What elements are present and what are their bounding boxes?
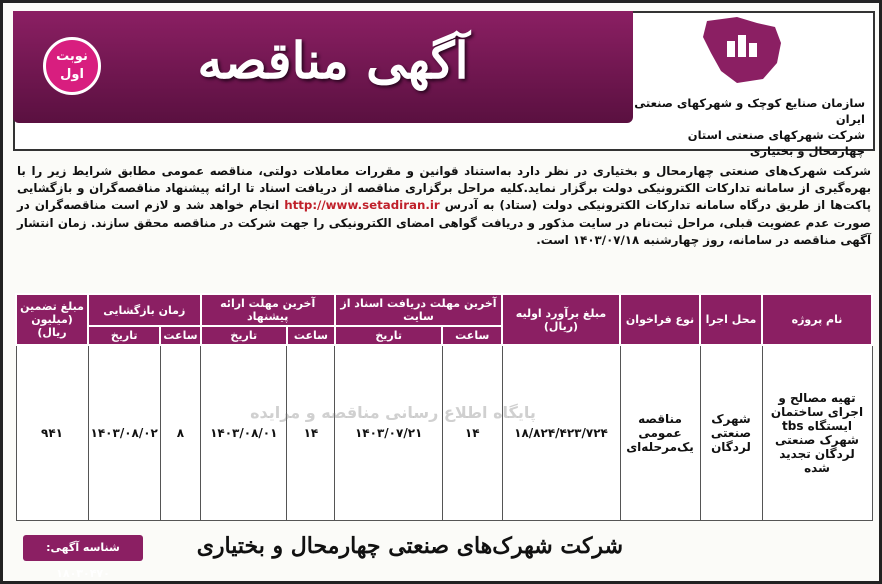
intro-text-1: شرکت شهرک‌های صنعتی چهارمحال و بختیاری در نظر دارد به‌استناد قوانین و مقررات معاملات دولتی، مناقصه عمومی مطابق شرایط زیر را با بهره‌گیری از سامانه تدارکات الکترونیکی دولت برگزار نماید.کلیه مراحل برگزاری مناقصه از دریافت اسناد تا ارائه پیشنهاد مناقصه‌گران و بازگشایی پاکت‌ها از طریق درگاه سامانه تدارکات الکترونیکی دولت (ستاد) به آدرس — [17, 164, 872, 213]
cell-call-type: مناقصه عمومی یک‌مرحله‌ای — [620, 345, 700, 521]
watermark-text: پایگاه اطلاع رسانی مناقصه و مزایده — [250, 403, 536, 422]
header-project-name: نام پروژه — [762, 294, 872, 345]
header-open-date: تاریخ — [88, 326, 160, 345]
intro-text-2: انجام خواهد شد و لازم است مناقصه‌گران در صورت عدم عضویت قبلی، مراحل ثبت‌نام در سایت مذکور و دریافت گواهی امضای الکترونیکی را جهت شرکت در مناقصه محقق سازند. زمان انتشار آگهی مناقصه در سامانه، روز چهارشنبه ۱۴۰۳/۰۷/۱۸ است. — [17, 198, 871, 247]
header-submit-deadline: آخرین مهلت ارائه پیشنهاد — [201, 294, 335, 326]
iran-map-logo-icon — [697, 13, 787, 87]
organization-names — [605, 95, 865, 159]
cell-docs-hour: ۱۴ — [442, 345, 502, 521]
table-row — [16, 345, 872, 521]
setad-link[interactable]: http://www.setadiran.ir — [284, 198, 440, 213]
header-docs-date: تاریخ — [335, 326, 443, 345]
header-submit-hour: ساعت — [287, 326, 335, 345]
org-line-1: سازمان صنایع کوچک و شهرکهای صنعتی ایران — [634, 96, 865, 126]
cell-estimate: ۱۸/۸۲۴/۴۲۳/۷۲۴ — [502, 345, 620, 521]
org-line-3: چهارمحال و بختیاری — [749, 144, 865, 158]
cell-location: شهرک صنعتی لردگان — [700, 345, 762, 521]
footer-company-name: شرکت شهرک‌های صنعتی چهارمحال و بختیاری — [196, 533, 623, 559]
org-line-2: شرکت شهرکهای صنعتی استان — [687, 128, 865, 142]
cell-docs-date: ۱۴۰۳/۰۷/۲۱ — [335, 345, 443, 521]
cell-open-hour: ۸ — [160, 345, 200, 521]
header-open-hour: ساعت — [160, 326, 200, 345]
cell-submit-date: ۱۴۰۳/۰۸/۰۱ — [201, 345, 287, 521]
ad-title: آگهی مناقصه — [197, 31, 469, 90]
cell-submit-hour: ۱۴ — [287, 345, 335, 521]
header-submit-date: تاریخ — [201, 326, 287, 345]
cell-guarantee: ۹۴۱ — [16, 345, 88, 521]
header-guarantee: مبلغ تضمین (میلیون ریال) — [16, 294, 88, 345]
header-docs-hour: ساعت — [442, 326, 502, 345]
header-opening-time: زمان بازگشایی — [88, 294, 201, 326]
cell-project-name: تهیه مصالح و اجرای ساختمان ایستگاه tbs شهرک صنعتی لردگان تجدید شده — [762, 345, 872, 521]
header-location: محل اجرا — [700, 294, 762, 345]
issue-id-badge: شناسه آگهی: ۱۸۰۳۰۴۷۰ — [23, 535, 143, 561]
intro-paragraph — [17, 163, 871, 249]
header-estimate: مبلغ برآورد اولیه (ریال) — [502, 294, 620, 345]
header-docs-deadline: آخرین مهلت دریافت اسناد از سایت — [335, 294, 502, 326]
header-call-type: نوع فراخوان — [620, 294, 700, 345]
footer — [15, 525, 873, 580]
title-banner — [13, 11, 633, 123]
round-badge: نوبت اول — [43, 37, 101, 95]
cell-open-date: ۱۴۰۳/۰۸/۰۲ — [88, 345, 160, 521]
tender-table — [15, 293, 873, 521]
